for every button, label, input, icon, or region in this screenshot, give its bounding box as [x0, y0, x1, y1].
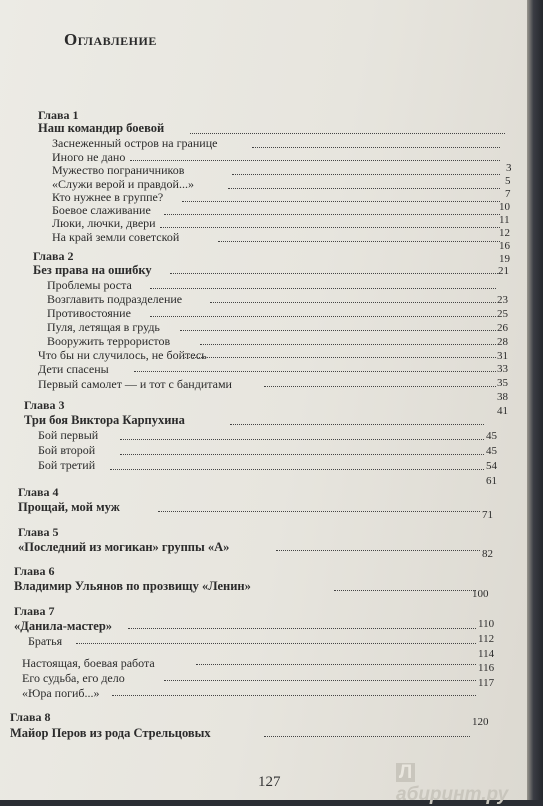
- page-ref-number: 10: [499, 201, 510, 213]
- dot-leader: [182, 201, 500, 202]
- chapter-title: Прощай, мой муж: [18, 500, 120, 514]
- dot-leader: [334, 590, 476, 591]
- page-ref-number: 54: [486, 460, 497, 472]
- section-title: Дети спасены: [38, 362, 109, 376]
- chapter-label: Глава 4: [18, 485, 59, 499]
- page-ref-number: 41: [497, 405, 508, 417]
- dot-leader: [230, 424, 484, 425]
- page-ref-number: 21: [498, 265, 509, 277]
- chapter-title: Наш командир боевой: [38, 121, 165, 135]
- dot-leader: [170, 273, 500, 274]
- page-ref-number: 61: [486, 475, 497, 487]
- section-title: «Юра погиб...»: [22, 686, 100, 700]
- dot-leader: [110, 469, 484, 470]
- page-ref-number: 38: [497, 391, 508, 403]
- watermark-text: абиринт.ру: [396, 784, 509, 805]
- section-title: Первый самолет — и тот с бандитами: [38, 377, 232, 391]
- dot-leader: [185, 357, 496, 358]
- section-title: Бой третий: [38, 458, 96, 472]
- page-number: 127: [258, 774, 281, 790]
- labirint-logo-icon: Л: [396, 763, 415, 782]
- dot-leader: [276, 550, 480, 551]
- chapter-title: Майор Перов из рода Стрельцовых: [10, 726, 211, 740]
- page-ref-number: 12: [499, 227, 510, 239]
- dot-leader: [120, 454, 484, 455]
- dot-leader: [112, 695, 476, 696]
- section-title: Возглавить подразделение: [47, 292, 183, 306]
- section-title: Заснеженный остров на границе: [52, 136, 218, 150]
- chapter-label: Глава 2: [33, 249, 74, 263]
- dot-leader: [264, 736, 470, 737]
- chapter-label: Глава 8: [10, 710, 51, 724]
- dot-leader: [164, 214, 500, 215]
- page-ref-number: 45: [486, 430, 497, 442]
- page-ref-number: 26: [497, 322, 508, 334]
- section-title: Мужество пограничников: [52, 163, 185, 177]
- dot-leader: [150, 288, 496, 289]
- section-title: Что бы ни случилось, не бойтесь: [38, 348, 207, 362]
- chapter-title: «Последний из могикан» группы «А»: [18, 540, 230, 554]
- page-title: Оглавление: [64, 30, 157, 49]
- page-ref-number: 23: [497, 294, 508, 306]
- dot-leader: [252, 147, 500, 148]
- chapter-label: Глава 5: [18, 525, 59, 539]
- page-ref-number: 25: [497, 308, 508, 320]
- section-title: Бой первый: [38, 428, 99, 442]
- section-title: Пуля, летящая в грудь: [47, 320, 160, 334]
- section-title: Проблемы роста: [47, 278, 132, 292]
- section-title: Боевое слаживание: [52, 203, 151, 217]
- page-ref-number: 11: [499, 214, 510, 226]
- section-title: Бой второй: [38, 443, 96, 457]
- dot-leader: [196, 664, 476, 665]
- chapter-title: «Данила-мастер»: [14, 619, 113, 633]
- page-ref-number: 110: [478, 618, 495, 630]
- page-ref-number: 19: [499, 253, 510, 265]
- page-ref-number: 28: [497, 336, 508, 348]
- page-ref-number: 35: [497, 377, 508, 389]
- section-title: Братья: [28, 634, 63, 648]
- chapter-label: Глава 1: [38, 108, 79, 122]
- dot-leader: [128, 628, 476, 629]
- section-title: Люки, лючки, двери: [52, 216, 156, 230]
- section-title: Настоящая, боевая работа: [22, 656, 155, 670]
- section-title: Противостояние: [47, 306, 131, 320]
- chapter-label: Глава 3: [24, 398, 65, 412]
- page-ref-number: 100: [472, 588, 489, 600]
- dot-leader: [190, 133, 505, 134]
- dot-leader: [228, 188, 500, 189]
- page-ref-number: 71: [482, 509, 493, 521]
- dot-leader: [130, 160, 500, 161]
- dot-leader: [164, 680, 476, 681]
- section-title: Кто нужнее в группе?: [52, 190, 164, 204]
- page-ref-number: 7: [505, 188, 511, 200]
- chapter-label: Глава 6: [14, 564, 55, 578]
- dot-leader: [200, 344, 496, 345]
- chapter-title: Владимир Ульянов по прозвищу «Ленин»: [14, 579, 251, 593]
- dot-leader: [264, 386, 496, 387]
- dot-leader: [158, 511, 480, 512]
- section-title: На край земли советской: [52, 230, 180, 244]
- watermark-logo: [396, 762, 527, 806]
- dot-leader: [160, 227, 500, 228]
- page-ref-number: 31: [497, 350, 508, 362]
- chapter-title: Без права на ошибку: [33, 263, 152, 277]
- dot-leader: [134, 371, 496, 372]
- book-spine: [527, 0, 543, 800]
- page-ref-number: 16: [499, 240, 510, 252]
- page-ref-number: 3: [506, 162, 512, 174]
- page-ref-number: 114: [478, 648, 495, 660]
- page-ref-number: 117: [478, 677, 495, 689]
- chapter-title: Три боя Виктора Карпухина: [24, 413, 185, 427]
- dot-leader: [76, 643, 476, 644]
- dot-leader: [120, 439, 484, 440]
- section-title: Вооружить террористов: [47, 334, 171, 348]
- page-ref-number: 120: [472, 716, 489, 728]
- section-title: «Служи верой и правдой...»: [52, 177, 194, 191]
- dot-leader: [232, 174, 500, 175]
- dot-leader: [180, 330, 496, 331]
- page-ref-number: 45: [486, 445, 497, 457]
- page-ref-number: 5: [505, 175, 511, 187]
- chapter-label: Глава 7: [14, 604, 55, 618]
- section-title: Иного не дано: [52, 150, 126, 164]
- dot-leader: [150, 316, 496, 317]
- dot-leader: [210, 302, 496, 303]
- dot-leader: [218, 241, 500, 242]
- page-ref-number: 112: [478, 633, 495, 645]
- page-ref-number: 116: [478, 662, 495, 674]
- page-ref-number: 33: [497, 363, 508, 375]
- section-title: Его судьба, его дело: [22, 671, 125, 685]
- page-ref-number: 82: [482, 548, 493, 560]
